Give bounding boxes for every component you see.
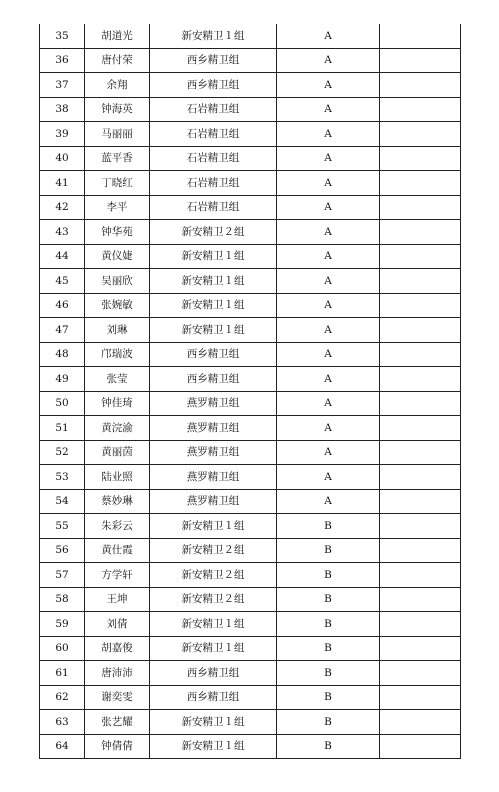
note-cell xyxy=(380,195,461,220)
person-name-cell: 胡嘉俊 xyxy=(85,636,150,661)
row-number-cell: 53 xyxy=(40,465,85,490)
unit-cell: 西乡精卫组 xyxy=(150,48,277,73)
note-cell xyxy=(380,171,461,196)
roster-table xyxy=(39,24,461,759)
row-number-cell: 43 xyxy=(40,220,85,245)
grade-cell: A xyxy=(277,146,380,171)
note-cell xyxy=(380,416,461,441)
row-number-cell: 54 xyxy=(40,489,85,514)
row-number-cell: 48 xyxy=(40,342,85,367)
grade-cell: B xyxy=(277,538,380,563)
table-row xyxy=(40,612,461,637)
person-name-cell: 胡道光 xyxy=(85,24,150,48)
table-row xyxy=(40,563,461,588)
table-row xyxy=(40,146,461,171)
note-cell xyxy=(380,48,461,73)
row-number-cell: 38 xyxy=(40,97,85,122)
unit-cell: 西乡精卫组 xyxy=(150,342,277,367)
grade-cell: B xyxy=(277,563,380,588)
row-number-cell: 35 xyxy=(40,24,85,48)
unit-cell: 新安精卫１组 xyxy=(150,612,277,637)
person-name-cell: 唐付荣 xyxy=(85,48,150,73)
unit-cell: 西乡精卫组 xyxy=(150,685,277,710)
person-name-cell: 黄浣渝 xyxy=(85,416,150,441)
table-row xyxy=(40,244,461,269)
grade-cell: A xyxy=(277,73,380,98)
person-name-cell: 马丽丽 xyxy=(85,122,150,147)
unit-cell: 新安精卫２组 xyxy=(150,220,277,245)
row-number-cell: 42 xyxy=(40,195,85,220)
note-cell xyxy=(380,24,461,48)
grade-cell: A xyxy=(277,122,380,147)
table-row xyxy=(40,587,461,612)
note-cell xyxy=(380,587,461,612)
grade-cell: B xyxy=(277,612,380,637)
grade-cell: A xyxy=(277,391,380,416)
table-row xyxy=(40,685,461,710)
row-number-cell: 63 xyxy=(40,710,85,735)
row-number-cell: 61 xyxy=(40,661,85,686)
unit-cell: 石岩精卫组 xyxy=(150,195,277,220)
table-row xyxy=(40,269,461,294)
table-row xyxy=(40,122,461,147)
person-name-cell: 王坤 xyxy=(85,587,150,612)
table-row xyxy=(40,318,461,343)
row-number-cell: 36 xyxy=(40,48,85,73)
table-row xyxy=(40,538,461,563)
unit-cell: 新安精卫１组 xyxy=(150,24,277,48)
grade-cell: B xyxy=(277,661,380,686)
unit-cell: 新安精卫１组 xyxy=(150,514,277,539)
row-number-cell: 52 xyxy=(40,440,85,465)
row-number-cell: 60 xyxy=(40,636,85,661)
row-number-cell: 59 xyxy=(40,612,85,637)
unit-cell: 新安精卫１组 xyxy=(150,318,277,343)
note-cell xyxy=(380,465,461,490)
table-row xyxy=(40,24,461,48)
person-name-cell: 李平 xyxy=(85,195,150,220)
unit-cell: 西乡精卫组 xyxy=(150,661,277,686)
grade-cell: B xyxy=(277,710,380,735)
person-name-cell: 黄仕霞 xyxy=(85,538,150,563)
note-cell xyxy=(380,367,461,392)
note-cell xyxy=(380,538,461,563)
grade-cell: A xyxy=(277,416,380,441)
grade-cell: A xyxy=(277,293,380,318)
unit-cell: 新安精卫２组 xyxy=(150,587,277,612)
note-cell xyxy=(380,563,461,588)
row-number-cell: 64 xyxy=(40,734,85,759)
note-cell xyxy=(380,391,461,416)
table-row xyxy=(40,220,461,245)
person-name-cell: 谢奕雯 xyxy=(85,685,150,710)
note-cell xyxy=(380,685,461,710)
grade-cell: B xyxy=(277,685,380,710)
table-row xyxy=(40,97,461,122)
grade-cell: B xyxy=(277,587,380,612)
person-name-cell: 邝瑞波 xyxy=(85,342,150,367)
note-cell xyxy=(380,293,461,318)
person-name-cell: 蓝平香 xyxy=(85,146,150,171)
row-number-cell: 47 xyxy=(40,318,85,343)
unit-cell: 石岩精卫组 xyxy=(150,122,277,147)
person-name-cell: 方学轩 xyxy=(85,563,150,588)
table-row xyxy=(40,342,461,367)
person-name-cell: 刘琳 xyxy=(85,318,150,343)
row-number-cell: 58 xyxy=(40,587,85,612)
table-row xyxy=(40,440,461,465)
grade-cell: A xyxy=(277,465,380,490)
roster-table-body xyxy=(40,24,461,759)
table-row xyxy=(40,514,461,539)
row-number-cell: 45 xyxy=(40,269,85,294)
unit-cell: 新安精卫１组 xyxy=(150,269,277,294)
person-name-cell: 吴丽欣 xyxy=(85,269,150,294)
unit-cell: 燕罗精卫组 xyxy=(150,416,277,441)
table-row xyxy=(40,710,461,735)
unit-cell: 石岩精卫组 xyxy=(150,97,277,122)
person-name-cell: 丁晓红 xyxy=(85,171,150,196)
unit-cell: 西乡精卫组 xyxy=(150,367,277,392)
row-number-cell: 62 xyxy=(40,685,85,710)
grade-cell: A xyxy=(277,171,380,196)
table-row xyxy=(40,367,461,392)
note-cell xyxy=(380,122,461,147)
note-cell xyxy=(380,734,461,759)
person-name-cell: 张莹 xyxy=(85,367,150,392)
grade-cell: A xyxy=(277,24,380,48)
unit-cell: 燕罗精卫组 xyxy=(150,391,277,416)
row-number-cell: 57 xyxy=(40,563,85,588)
row-number-cell: 55 xyxy=(40,514,85,539)
grade-cell: A xyxy=(277,367,380,392)
grade-cell: A xyxy=(277,489,380,514)
note-cell xyxy=(380,318,461,343)
grade-cell: B xyxy=(277,636,380,661)
row-number-cell: 39 xyxy=(40,122,85,147)
grade-cell: A xyxy=(277,48,380,73)
row-number-cell: 49 xyxy=(40,367,85,392)
table-row xyxy=(40,416,461,441)
person-name-cell: 张婉敏 xyxy=(85,293,150,318)
unit-cell: 石岩精卫组 xyxy=(150,171,277,196)
person-name-cell: 黄仪婕 xyxy=(85,244,150,269)
table-row xyxy=(40,465,461,490)
note-cell xyxy=(380,97,461,122)
unit-cell: 新安精卫１组 xyxy=(150,244,277,269)
grade-cell: A xyxy=(277,318,380,343)
grade-cell: A xyxy=(277,244,380,269)
person-name-cell: 唐沛沛 xyxy=(85,661,150,686)
person-name-cell: 钟华苑 xyxy=(85,220,150,245)
table-row xyxy=(40,195,461,220)
note-cell xyxy=(380,612,461,637)
person-name-cell: 钟海英 xyxy=(85,97,150,122)
note-cell xyxy=(380,269,461,294)
table-row xyxy=(40,73,461,98)
unit-cell: 燕罗精卫组 xyxy=(150,440,277,465)
table-row xyxy=(40,636,461,661)
table-row xyxy=(40,661,461,686)
table-row xyxy=(40,293,461,318)
note-cell xyxy=(380,710,461,735)
note-cell xyxy=(380,661,461,686)
person-name-cell: 张艺耀 xyxy=(85,710,150,735)
person-name-cell: 钟倩倩 xyxy=(85,734,150,759)
person-name-cell: 陆业照 xyxy=(85,465,150,490)
table-row xyxy=(40,171,461,196)
note-cell xyxy=(380,244,461,269)
unit-cell: 西乡精卫组 xyxy=(150,73,277,98)
unit-cell: 新安精卫２组 xyxy=(150,538,277,563)
unit-cell: 新安精卫２组 xyxy=(150,563,277,588)
grade-cell: A xyxy=(277,342,380,367)
grade-cell: B xyxy=(277,734,380,759)
grade-cell: A xyxy=(277,97,380,122)
unit-cell: 新安精卫１组 xyxy=(150,636,277,661)
unit-cell: 新安精卫１组 xyxy=(150,734,277,759)
row-number-cell: 37 xyxy=(40,73,85,98)
row-number-cell: 46 xyxy=(40,293,85,318)
note-cell xyxy=(380,440,461,465)
grade-cell: A xyxy=(277,195,380,220)
row-number-cell: 50 xyxy=(40,391,85,416)
row-number-cell: 41 xyxy=(40,171,85,196)
table-row xyxy=(40,734,461,759)
note-cell xyxy=(380,514,461,539)
note-cell xyxy=(380,342,461,367)
note-cell xyxy=(380,489,461,514)
person-name-cell: 黄丽茵 xyxy=(85,440,150,465)
person-name-cell: 蔡妙琳 xyxy=(85,489,150,514)
grade-cell: A xyxy=(277,269,380,294)
row-number-cell: 56 xyxy=(40,538,85,563)
unit-cell: 燕罗精卫组 xyxy=(150,465,277,490)
person-name-cell: 余翔 xyxy=(85,73,150,98)
note-cell xyxy=(380,220,461,245)
row-number-cell: 44 xyxy=(40,244,85,269)
row-number-cell: 40 xyxy=(40,146,85,171)
note-cell xyxy=(380,73,461,98)
person-name-cell: 钟佳琦 xyxy=(85,391,150,416)
unit-cell: 燕罗精卫组 xyxy=(150,489,277,514)
grade-cell: A xyxy=(277,220,380,245)
document-page xyxy=(39,24,455,759)
table-row xyxy=(40,391,461,416)
table-row xyxy=(40,489,461,514)
grade-cell: A xyxy=(277,440,380,465)
unit-cell: 新安精卫１组 xyxy=(150,293,277,318)
person-name-cell: 刘倩 xyxy=(85,612,150,637)
grade-cell: B xyxy=(277,514,380,539)
unit-cell: 石岩精卫组 xyxy=(150,146,277,171)
unit-cell: 新安精卫１组 xyxy=(150,710,277,735)
note-cell xyxy=(380,636,461,661)
row-number-cell: 51 xyxy=(40,416,85,441)
table-row xyxy=(40,48,461,73)
person-name-cell: 朱彩云 xyxy=(85,514,150,539)
note-cell xyxy=(380,146,461,171)
